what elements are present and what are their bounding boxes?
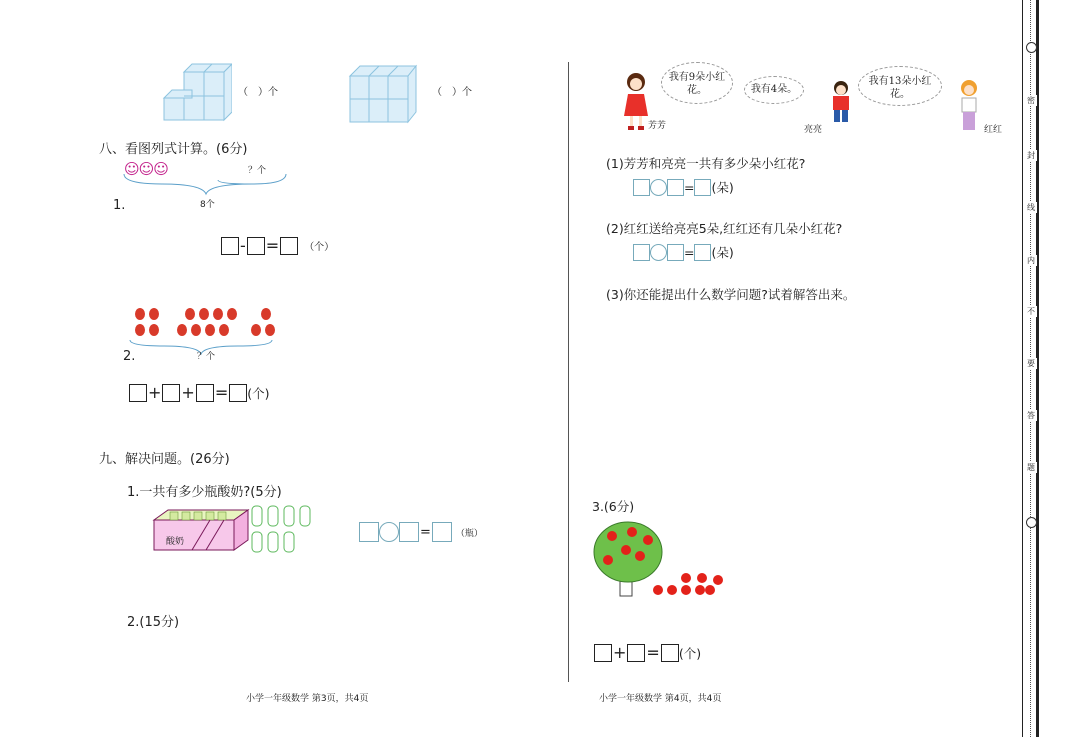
right-q1-equation: = (朵) [633,178,734,196]
answer-box[interactable] [594,644,612,662]
answer-box[interactable] [196,384,214,402]
answer-box[interactable] [129,384,147,402]
answer-box[interactable] [221,237,239,255]
operator-circle[interactable] [650,244,667,261]
apple-tree-figure [590,516,730,600]
speech-bubble-1: 我有9朵小红花。 [661,62,733,104]
cube-count-answer-2: （ ）个 [432,87,472,98]
right-section-3-title: 3.(6分) [592,499,635,514]
answer-box[interactable] [667,244,684,261]
cube-stack-figure-2 [348,64,418,124]
q2-equation: + + = (个) [129,383,269,402]
yogurt-bottles-figure [248,502,318,556]
q1-top-label: ？个 [248,166,267,176]
operator-circle[interactable] [379,522,399,542]
section-9-title: 九、解决问题。(26分) [99,452,230,467]
answer-box[interactable] [667,179,684,196]
left-footer: 小学一年级数学 第3页，共4页 [246,694,369,704]
binding-char: 题 [1027,463,1035,472]
name-honghong: 红红 [984,125,1003,135]
binding-char: 不 [1027,307,1035,316]
right-q2-equation: = (朵) [633,243,734,261]
right-footer: 小学一年级数学 第4页，共4页 [599,694,722,704]
answer-box[interactable] [280,237,298,255]
answer-box[interactable] [661,644,679,662]
binding-char: 要 [1027,359,1035,368]
q1-number: 1. [113,198,126,213]
smiley-faces: ☺☺☺ [124,160,168,178]
binding-char: 线 [1027,203,1035,212]
answer-box[interactable] [359,522,379,542]
binding-char: 内 [1027,256,1035,265]
name-liangliang: 亮亮 [804,125,823,135]
answer-box[interactable] [432,522,452,542]
q2-label: ？个 [197,352,216,362]
binding-hole-top [1026,42,1037,53]
yogurt-equation: = （瓶） [359,522,483,542]
name-fangfang: 芳芳 [648,121,667,131]
cube-stack-figure-1 [160,62,232,124]
right-q2-text: (2)红红送给亮亮5朵,红红还有几朵小红花? [606,221,843,236]
strawberries-figure [130,306,280,338]
q1-equation: - = （个） [221,236,334,255]
answer-box[interactable] [633,244,650,261]
right-q3-text: (3)你还能提出什么数学问题?试着解答出来。 [606,287,856,302]
q1-bottom-label: 8个 [200,200,215,210]
apple-equation: + = (个) [594,643,701,662]
answer-box[interactable] [627,644,645,662]
binding-char: 封 [1027,151,1035,160]
binding-char: 密 [1027,96,1035,105]
operator-circle[interactable] [650,179,667,196]
section-9-q2-text: 2.(15分) [127,615,180,630]
right-q1-unit: (朵) [711,180,734,195]
answer-box[interactable] [247,237,265,255]
section-8-title: 八、看图列式计算。(6分) [99,142,248,157]
right-q1-text: (1)芳芳和亮亮一共有多少朵小红花? [606,156,806,171]
answer-box[interactable] [229,384,247,402]
boy-liangliang-figure [826,80,856,126]
apple-unit: (个) [678,645,702,661]
binding-line [1022,0,1023,737]
section-9-q1-text: 1.一共有多少瓶酸奶?(5分) [127,485,282,500]
binding-hole-bottom [1026,517,1037,528]
answer-box[interactable] [399,522,419,542]
q2-unit: (个) [247,385,270,401]
crate-label: 酸奶 [166,537,185,547]
answer-box[interactable] [162,384,180,402]
binding-char: 答 [1027,411,1035,420]
answer-box[interactable] [633,179,650,196]
yogurt-unit: （瓶） [455,528,483,539]
speech-bubble-3: 我有13朵小红花。 [858,66,942,106]
page-divider [568,62,569,682]
q1-unit: （个） [304,242,335,253]
cube-count-answer-1: （ ）个 [238,87,278,98]
answer-box[interactable] [694,244,711,261]
speech-bubble-2: 我有4朵。 [744,76,804,104]
right-q2-unit: (朵) [711,245,734,260]
answer-box[interactable] [694,179,711,196]
q2-number: 2. [123,349,136,364]
girl-honghong-figure [955,78,983,134]
